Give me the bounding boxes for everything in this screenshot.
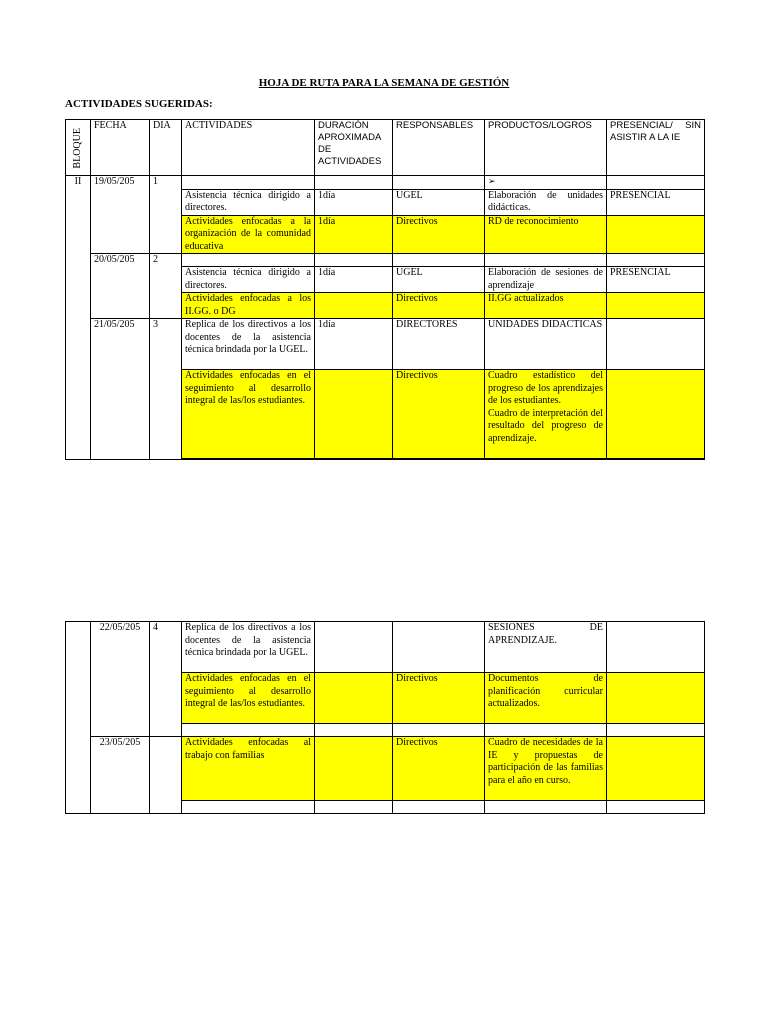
duracion-cell — [315, 370, 393, 459]
actividad-cell: Asistencia técnica dirigido a directores. — [182, 189, 315, 215]
duracion-cell: 1día — [315, 319, 393, 370]
bloque-cell — [66, 622, 91, 814]
header-bloque: BLOQUE — [66, 120, 91, 176]
actividad-cell: Actividades enfocadas al trabajo con familias — [182, 737, 315, 801]
presencial-cell — [607, 737, 705, 801]
responsable-cell: Directivos — [393, 673, 485, 724]
table-row — [66, 622, 705, 673]
activities-table-page-2 — [65, 621, 705, 814]
responsable-cell: Directivos — [393, 215, 485, 254]
responsable-cell: DIRECTORES — [393, 319, 485, 370]
dia-cell: 3 — [150, 319, 182, 460]
fecha-cell: 20/05/205 — [91, 254, 150, 319]
responsable-cell: Directivos — [393, 370, 485, 459]
actividad-cell: Actividades enfocadas en el seguimiento al desarrollo integral de las/los estudiantes. — [182, 673, 315, 724]
header-actividades: ACTIVIDADES — [182, 120, 315, 176]
producto-cell: Elaboración de sesiones de aprendizaje — [485, 267, 607, 293]
header-responsables: RESPONSABLES — [393, 120, 485, 176]
bullet-cell — [485, 176, 607, 190]
dia-cell: 1 — [150, 176, 182, 254]
responsable-cell: Directivos — [393, 293, 485, 319]
dia-cell: 2 — [150, 254, 182, 319]
fecha-cell: 21/05/205 — [91, 319, 150, 460]
producto-cell: Documentos de planificación curricular actualizados. — [485, 673, 607, 724]
bloque-cell: II — [66, 176, 91, 460]
producto-line-2: Cuadro de interpretación del resultado del progreso de aprendizaje. — [488, 407, 603, 444]
header-presencial: PRESENCIAL/ SIN ASISTIR A LA IE — [607, 120, 705, 176]
header-productos: PRODUCTOS/LOGROS — [485, 120, 607, 176]
table-row — [66, 737, 705, 801]
presencial-cell: PRESENCIAL — [607, 267, 705, 293]
section-subtitle: ACTIVIDADES SUGERIDAS: — [65, 98, 213, 110]
actividad-cell: Replica de los directivos a los docentes de la asistencia técnica brindada por la UGEL. — [182, 319, 315, 370]
arrow-bullet-icon: ➢ — [488, 177, 496, 187]
fecha-cell: 22/05/205 — [91, 622, 150, 737]
presencial-cell — [607, 293, 705, 319]
header-row — [66, 120, 705, 176]
actividad-cell: Asistencia técnica dirigido a directores. — [182, 267, 315, 293]
producto-cell: UNIDADES DIDACTICAS — [485, 319, 607, 370]
dia-cell — [150, 737, 182, 814]
table-row — [66, 176, 705, 190]
dia-cell: 4 — [150, 622, 182, 737]
producto-cell: Elaboración de unidades didácticas. — [485, 189, 607, 215]
producto-cell: SESIONES DE APRENDIZAJE. — [485, 622, 607, 673]
actividad-cell: Actividades enfocadas a la organización de la comunidad educativa — [182, 215, 315, 254]
table-row — [66, 254, 705, 267]
presencial-cell — [607, 319, 705, 370]
fecha-cell: 23/05/205 — [91, 737, 150, 814]
header-duracion: DURACIÓN APROXIMADA DE ACTIVIDADES — [315, 120, 393, 176]
responsable-cell: UGEL — [393, 267, 485, 293]
responsable-cell — [393, 622, 485, 673]
actividad-cell: Actividades enfocadas a los II.GG. o DG — [182, 293, 315, 319]
presencial-cell — [607, 215, 705, 254]
presencial-cell — [607, 673, 705, 724]
fecha-cell: 19/05/205 — [91, 176, 150, 254]
producto-cell: II.GG actualizados — [485, 293, 607, 319]
producto-cell: Cuadro de necesidades de la IE y propuestas de participación de las familias para el año en curso. — [485, 737, 607, 801]
duracion-cell — [315, 737, 393, 801]
actividad-cell: Actividades enfocadas en el seguimiento al desarrollo integral de las/los estudiantes. — [182, 370, 315, 459]
presencial-cell: PRESENCIAL — [607, 189, 705, 215]
presencial-cell — [607, 370, 705, 459]
responsable-cell: UGEL — [393, 189, 485, 215]
actividad-cell: Replica de los directivos a los docentes de la asistencia técnica brindada por la UGEL. — [182, 622, 315, 673]
responsable-cell: Directivos — [393, 737, 485, 801]
producto-cell — [485, 370, 607, 459]
duracion-cell — [315, 622, 393, 673]
document-title: HOJA DE RUTA PARA LA SEMANA DE GESTIÓN — [258, 77, 510, 89]
duracion-cell — [315, 293, 393, 319]
duracion-cell: 1día — [315, 267, 393, 293]
producto-line-1: Cuadro estadístico del progreso de los aprendizajes de los estudiantes. — [488, 370, 603, 406]
activities-table-page-1 — [65, 119, 705, 460]
table-row — [66, 319, 705, 370]
presencial-cell — [607, 622, 705, 673]
duracion-cell: 1día — [315, 189, 393, 215]
duracion-cell: 1día — [315, 215, 393, 254]
duracion-cell — [315, 673, 393, 724]
header-fecha: FECHA — [91, 120, 150, 176]
header-dia: DIA — [150, 120, 182, 176]
producto-cell: RD de reconocimiento — [485, 215, 607, 254]
